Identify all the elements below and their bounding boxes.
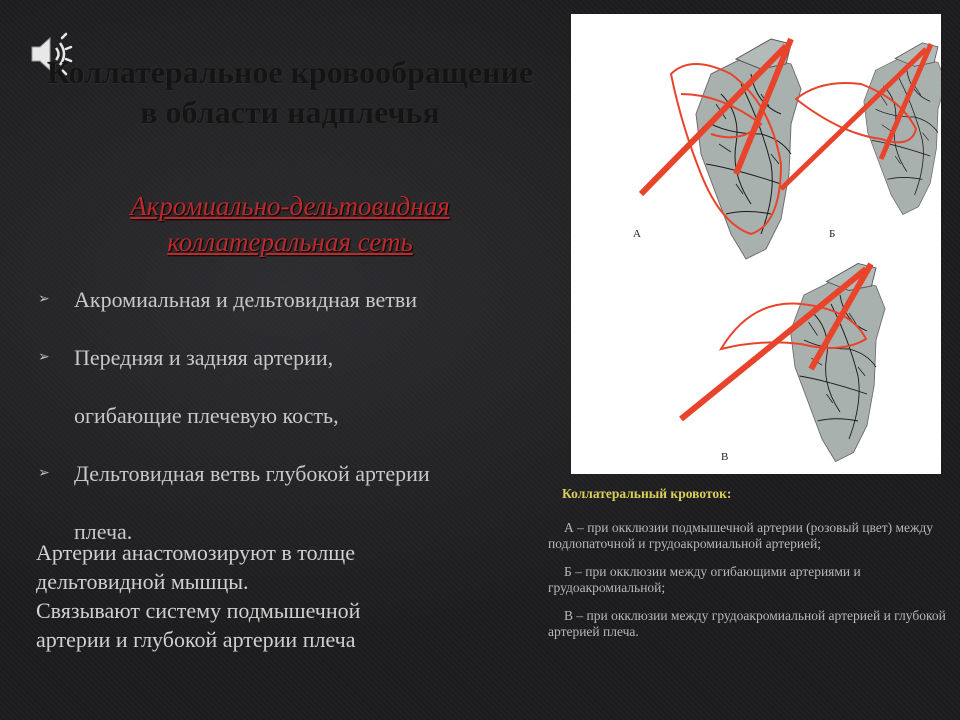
figure-a — [641, 39, 801, 259]
subtitle-line-1: Акромиально-дельтовидная — [130, 191, 450, 221]
figure-caption — [548, 486, 954, 652]
bullet-item — [36, 336, 536, 438]
body-line: Артерии анастомозируют в толще — [36, 540, 355, 565]
figure-label-c: В — [721, 451, 729, 463]
slide-subtitle — [60, 188, 520, 260]
bullet-list — [36, 278, 536, 554]
bullet-arrow-icon: ➢ — [38, 292, 50, 307]
caption-item-a: А – при окклюзии подмышечной артерии (розовый цвет) между подлопаточной и грудоакромиальной артерией; — [548, 520, 933, 551]
caption-title: Коллатеральный кровоток: — [562, 486, 732, 501]
bullet-text: Акромиальная и дельтовидная ветви — [74, 287, 418, 312]
anatomy-figure — [571, 14, 941, 474]
subtitle-line-2: коллатеральная сеть — [167, 227, 413, 257]
figure-b — [781, 43, 941, 215]
bullet-text: Передняя и задняя артерии, — [74, 345, 334, 370]
body-line: Связывают систему подмышечной — [36, 598, 361, 623]
slide-title — [0, 52, 580, 132]
bullet-arrow-icon: ➢ — [38, 466, 50, 481]
bullet-arrow-icon: ➢ — [38, 350, 50, 365]
bullet-item — [36, 278, 536, 322]
body-line: артерии и глубокой артерии плеча — [36, 627, 356, 652]
body-text — [36, 538, 536, 654]
bullet-text: плеча. — [74, 519, 133, 544]
figure-label-b: Б — [829, 228, 836, 240]
body-line: дельтовидной мышцы. — [36, 569, 249, 594]
bullet-text: огибающие плечевую кость, — [74, 403, 339, 428]
title-line-2: в области надплечья — [140, 94, 440, 130]
bullet-text: Дельтовидная ветвь глубокой артерии — [74, 461, 430, 486]
figure-c — [681, 264, 885, 462]
caption-item-c: В – при окклюзии между грудоакромиальной артерией и глубокой артерией плеча. — [548, 608, 946, 639]
caption-item-b: Б – при окклюзии между огибающими артериями и грудоакромиальной; — [548, 564, 861, 595]
figure-label-a: А — [633, 228, 641, 240]
title-line-1: Коллатеральное кровообращение — [46, 54, 534, 90]
